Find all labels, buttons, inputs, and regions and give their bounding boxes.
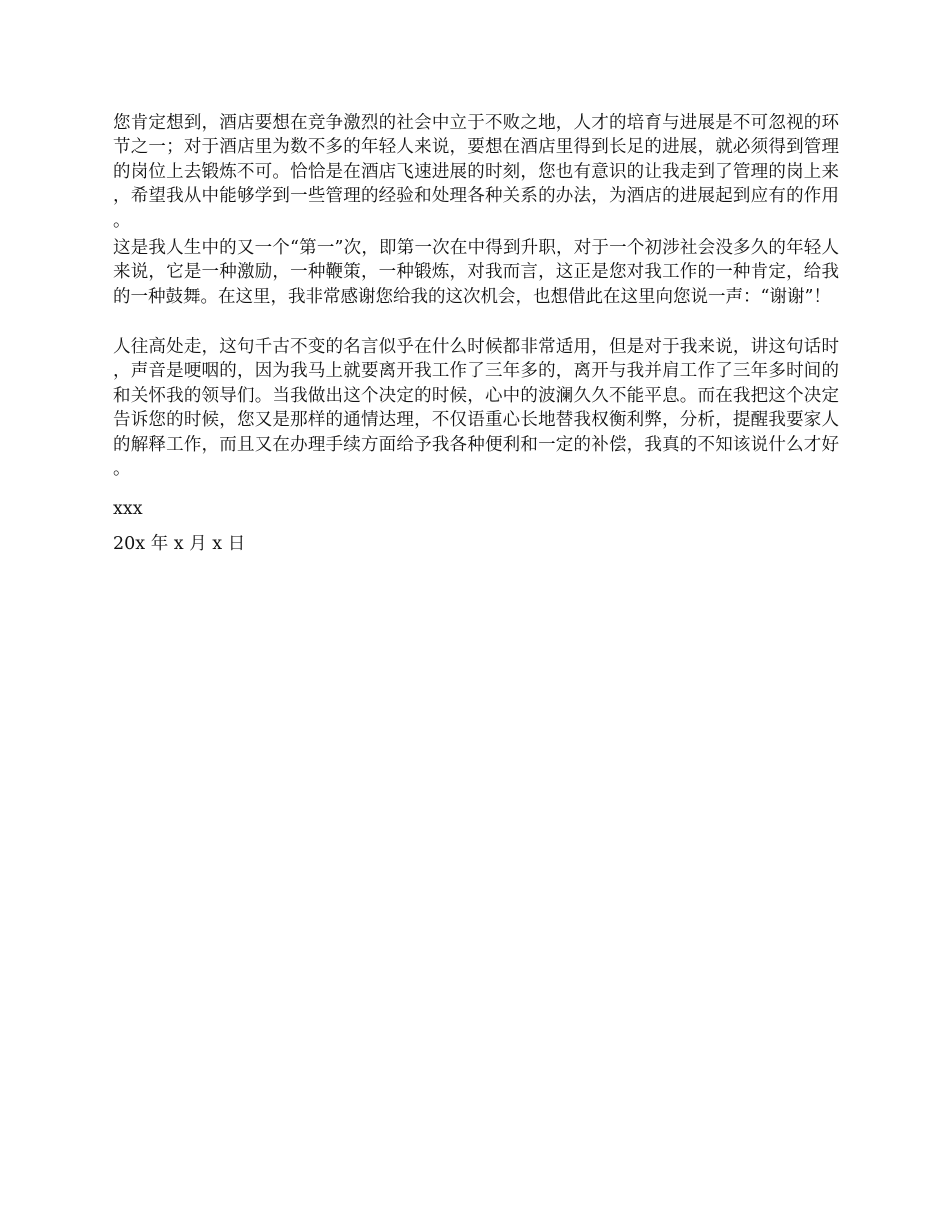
letter-body [113, 111, 839, 557]
letter-date: 20x 年 x 月 x 日 [113, 534, 246, 555]
paragraph-1: 您肯定想到，酒店要想在竞争激烈的社会中立于不败之地，人才的培育与进展是不可忽视的环节之一；对于酒店里为数不多的年轻人来说，要想在酒店里得到长足的进展，就必须得到管理的岗位上去锻炼不可。恰恰是在酒店飞速进展的时刻，您也有意识的让我走到了管理的岗上来，希望我从中能够学到一些管理的经验和处理各种关系的办法，为酒店的进展起到应有的作用。 [113, 113, 839, 231]
paragraph-2: 这是我人生中的又一个“第一”次，即第一次在中得到升职，对于一个初涉社会没多久的年轻人来说，它是一种激励，一种鞭策，一种锻炼，对我而言，这正是您对我工作的一种肯定，给我的一种鼓舞。在这里，我非常感谢您给我的这次机会，也想借此在这里向您说一声：“谢谢”！ [113, 238, 839, 307]
signer-name: xxx [113, 499, 143, 519]
paragraph-3: 人往高处走，这句千古不变的名言似乎在什么时候都非常适用，但是对于我来说，讲这句话时，声音是哽咽的，因为我马上就要离开我工作了三年多的，离开与我并肩工作了三年多时间的和关怀我的领导们。当我做出这个决定的时候，心中的波澜久久不能平息。而在我把这个决定告诉您的时候，您又是那样的通情达理，不仅语重心长地替我权衡利弊，分析，提醒我要家人的解释工作，而且又在办理手续方面给予我各种便利和一定的补偿，我真的不知该说什么才好。 [113, 337, 839, 480]
